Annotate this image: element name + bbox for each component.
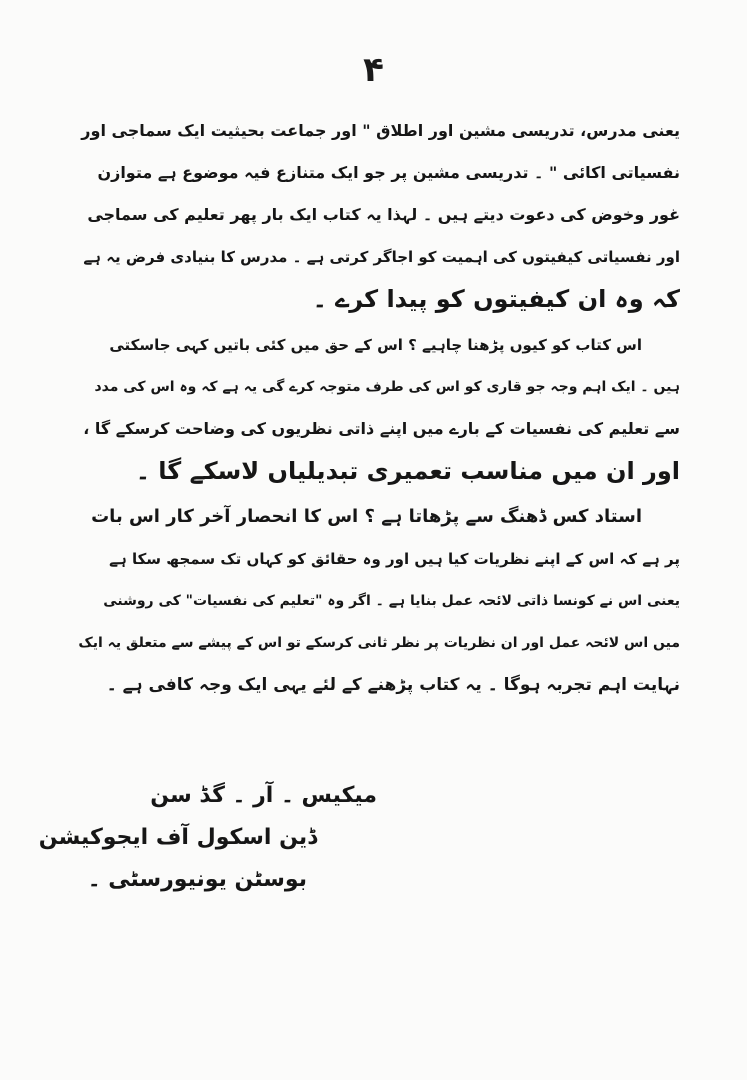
text-line: ہیں ۔ ایک اہم وجہ جو قاری کو اس کی طرف متوجہ کرے گی یہ ہے کہ وہ اس کی مدد — [94, 379, 680, 395]
paragraph-2 — [80, 324, 680, 492]
text-line: پر ہے کہ اس کے اپنے نظریات کیا ہیں اور وہ حقائق کو کہاں تک سمجھ سکا ہے — [109, 550, 680, 568]
text-line: میں اس لائحہ عمل اور ان نظریات پر نظر ثانی کرسکے تو اس کے پیشے سے متعلق یہ ایک — [78, 635, 680, 651]
page-number: ۴ — [363, 50, 384, 90]
text-line: استاد کس ڈھنگ سے پڑھاتا ہے ؟ اس کا انحصار آخر کار اس بات — [91, 506, 642, 527]
text-line: اس کتاب کو کیوں پڑھنا چاہیے ؟ اس کے حق میں کئی باتیں کہی جاسکتی — [109, 336, 642, 354]
text-line: نفسیاتی اکائی " ۔ تدریسی مشین پر جو ایک متنازع فیہ موضوع ہے متوازن — [97, 163, 680, 182]
text-line: یعنی مدرس، تدریسی مشین اور اطلاق " اور جماعت بحیثیت ایک سماجی اور — [81, 121, 680, 140]
text-line: اور ان میں مناسب تعمیری تبدیلیاں لاسکے گا ۔ — [135, 457, 680, 485]
paragraph-3 — [80, 496, 680, 706]
text-line: کہ وہ ان کیفیتوں کو پیدا کرے ۔ — [312, 285, 680, 313]
signature-name: میکیس ۔ آر ۔ گڈ سن — [150, 783, 377, 808]
text-line: اور نفسیاتی کیفیتوں کی اہمیت کو اجاگر کرتی ہے ۔ مدرس کا بنیادی فرض یہ ہے — [83, 248, 680, 266]
text-line: یعنی اس نے کونسا ذاتی لائحہ عمل بنایا ہے ۔ اگر وہ "تعلیم کی نفسیات" کی روشنی — [103, 593, 680, 609]
text-line: غور وخوض کی دعوت دیتے ہیں ۔ لہذا یہ کتاب ایک بار پھر تعلیم کی سماجی — [87, 205, 680, 224]
text-line: نہایت اہم تجربہ ہوگا ۔ یہ کتاب پڑھنے کے لئے یہی ایک وجہ کافی ہے ۔ — [106, 675, 680, 695]
text-line: سے تعلیم کی نفسیات کے بارے میں اپنے ذاتی نظریوں کی وضاحت کرسکے گا ، — [83, 419, 680, 438]
body-text — [80, 110, 680, 706]
signature-university: بوسٹن یونیورسٹی ۔ — [87, 867, 307, 892]
paragraph-1 — [80, 110, 680, 320]
signature-title: ڈین اسکول آف ایجوکیشن — [38, 825, 317, 850]
